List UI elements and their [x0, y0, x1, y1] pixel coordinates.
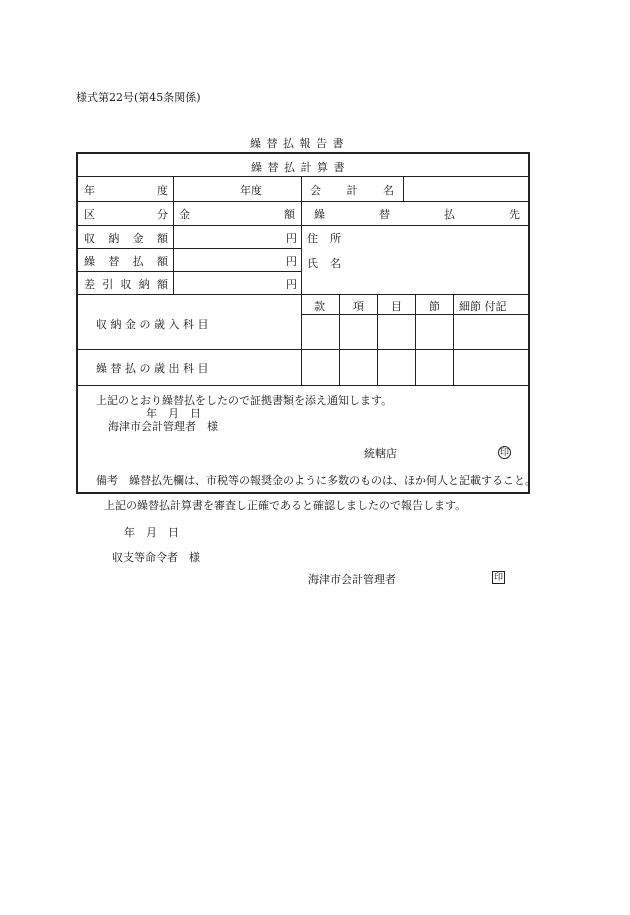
yen-unit-3: 円: [286, 278, 297, 291]
table-caption: 繰 替 払 計 算 書: [251, 161, 346, 174]
budget-header-moku: 目: [391, 300, 402, 313]
notice-date: 年 月 日: [146, 407, 201, 420]
address-label: 住所: [307, 232, 341, 245]
notice-addressee: 海津市会計管理者 様: [108, 420, 218, 433]
calculation-table: [76, 152, 536, 494]
signer-seal-mark: 印: [493, 573, 503, 583]
yen-unit-1: 円: [286, 232, 297, 245]
payee-label: 繰替払先: [314, 208, 520, 221]
budget-header-kou: 項: [353, 300, 364, 313]
budget-header-kan: 款: [314, 300, 325, 313]
office-seal-mark: 印: [499, 448, 509, 458]
amount-label: 金額: [179, 208, 295, 221]
category-label: 区分: [84, 208, 168, 221]
net-amount-label: 差引収納額: [84, 278, 168, 291]
report-addressee: 収支等命令者 様: [112, 551, 200, 564]
budget-header-setsu: 節: [429, 300, 440, 313]
form-number: 様式第22号(第45条関係): [76, 91, 201, 104]
account-name-label: 会計名: [310, 184, 394, 197]
revenue-subject-label: 収 納 金 の 歳 入 科 目: [96, 318, 209, 331]
remark-text: 備考 繰替払先欄は、市税等の報奨金のように多数のものは、ほか何人と記載すること。: [96, 474, 536, 487]
office-label: 統轄店: [364, 447, 397, 460]
notice-text: 上記のとおり繰替払をしたので証拠書類を添え通知します。: [96, 394, 393, 407]
year-value: 年度: [240, 184, 262, 197]
report-signer: 海津市会計管理者: [308, 573, 396, 586]
name-label: 氏名: [307, 257, 341, 270]
report-date: 年 月 日: [124, 526, 179, 539]
confirmation-text: 上記の繰替払計算書を審査し正確であると確認しましたので報告します。: [104, 499, 467, 512]
year-label-text: 年 度: [84, 184, 168, 197]
expense-subject-label: 繰 替 払 の 歳 出 科 目: [96, 362, 209, 375]
received-amount-label: 収納金額: [84, 232, 168, 245]
document-title: 繰 替 払 報 告 書: [250, 137, 345, 150]
year-label: [84, 182, 168, 198]
substitute-amount-label: 繰替払額: [84, 255, 168, 268]
budget-header-saisetsu: 細節 付記: [459, 300, 507, 313]
yen-unit-2: 円: [286, 255, 297, 268]
